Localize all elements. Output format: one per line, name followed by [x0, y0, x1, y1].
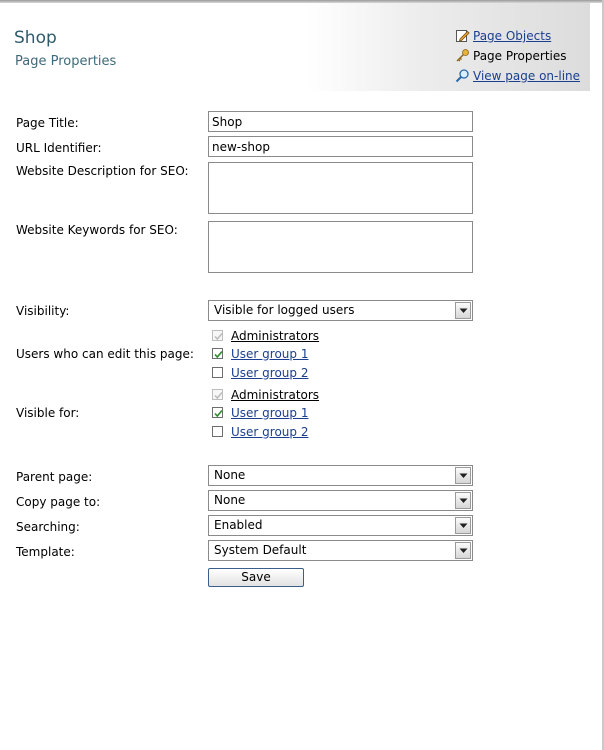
template-select[interactable]: [208, 540, 473, 561]
template-label: Template:: [16, 545, 75, 559]
checkmark-icon: [213, 331, 224, 342]
page-title-input[interactable]: [208, 111, 473, 132]
visible-for-label: Visible for:: [16, 406, 80, 420]
edit-users-label: Users who can edit this page:: [16, 347, 194, 361]
edit-user-group-1-label[interactable]: User group 1: [231, 347, 309, 361]
seo-description-textarea[interactable]: [208, 162, 473, 214]
copy-page-dropdown-button[interactable]: [455, 492, 471, 509]
visible-administrators-label[interactable]: Administrators: [231, 388, 320, 402]
visibility-value: Visible for logged users: [214, 303, 355, 317]
parent-page-dropdown-button[interactable]: [455, 467, 471, 484]
seo-keywords-textarea[interactable]: [208, 221, 473, 273]
template-dropdown-button[interactable]: [455, 542, 471, 559]
visible-user-group-1-label[interactable]: User group 1: [231, 406, 309, 420]
url-identifier-input[interactable]: [208, 136, 473, 157]
save-button[interactable]: Save: [208, 568, 304, 587]
view-page-online-label: View page on-line: [473, 69, 581, 83]
chevron-down-icon: [459, 498, 468, 504]
checkmark-icon: [213, 408, 224, 419]
edit-user-group-1-checkbox[interactable]: [212, 348, 223, 359]
chevron-down-icon: [459, 308, 468, 314]
url-identifier-label: URL Identifier:: [16, 141, 102, 155]
checkmark-icon: [213, 390, 224, 401]
page-header: [0, 3, 590, 91]
magnifier-icon: [455, 68, 470, 83]
searching-dropdown-button[interactable]: [455, 517, 471, 534]
seo-description-label: Website Description for SEO:: [16, 164, 189, 178]
visibility-label: Visibility:: [16, 304, 70, 318]
visible-user-group-1-checkbox[interactable]: [212, 407, 223, 418]
page-title-label: Page Title:: [16, 116, 79, 130]
edit-user-group-2-label[interactable]: User group 2: [231, 366, 309, 380]
edit-user-group-2-checkbox[interactable]: [212, 367, 223, 378]
parent-page-label: Parent page:: [16, 470, 93, 484]
template-value: System Default: [214, 543, 307, 557]
visible-administrators-checkbox: [212, 389, 223, 400]
checkmark-icon: [213, 349, 224, 360]
edit-pencil-icon: [455, 28, 470, 43]
copy-page-value: None: [214, 493, 246, 507]
searching-label: Searching:: [16, 520, 80, 534]
chevron-down-icon: [459, 523, 468, 529]
page-title: Shop: [14, 28, 57, 48]
copy-page-label: Copy page to:: [16, 495, 101, 509]
edit-administrators-checkbox: [212, 330, 223, 341]
page-properties-label: Page Properties: [473, 49, 567, 63]
seo-keywords-label: Website Keywords for SEO:: [16, 223, 178, 237]
chevron-down-icon: [459, 473, 468, 479]
visible-user-group-2-checkbox[interactable]: [212, 426, 223, 437]
chevron-down-icon: [459, 548, 468, 554]
searching-value: Enabled: [214, 518, 263, 532]
parent-page-select[interactable]: [208, 465, 473, 486]
visible-user-group-2-label[interactable]: User group 2: [231, 425, 309, 439]
visibility-dropdown-button[interactable]: [455, 302, 471, 319]
key-icon: [455, 48, 470, 63]
page-subtitle: Page Properties: [15, 54, 117, 69]
edit-administrators-label[interactable]: Administrators: [231, 329, 320, 343]
parent-page-value: None: [214, 468, 246, 482]
page-objects-label: Page Objects: [473, 29, 552, 43]
searching-select[interactable]: [208, 515, 473, 536]
visibility-select[interactable]: [208, 300, 473, 321]
copy-page-select[interactable]: [208, 490, 473, 511]
